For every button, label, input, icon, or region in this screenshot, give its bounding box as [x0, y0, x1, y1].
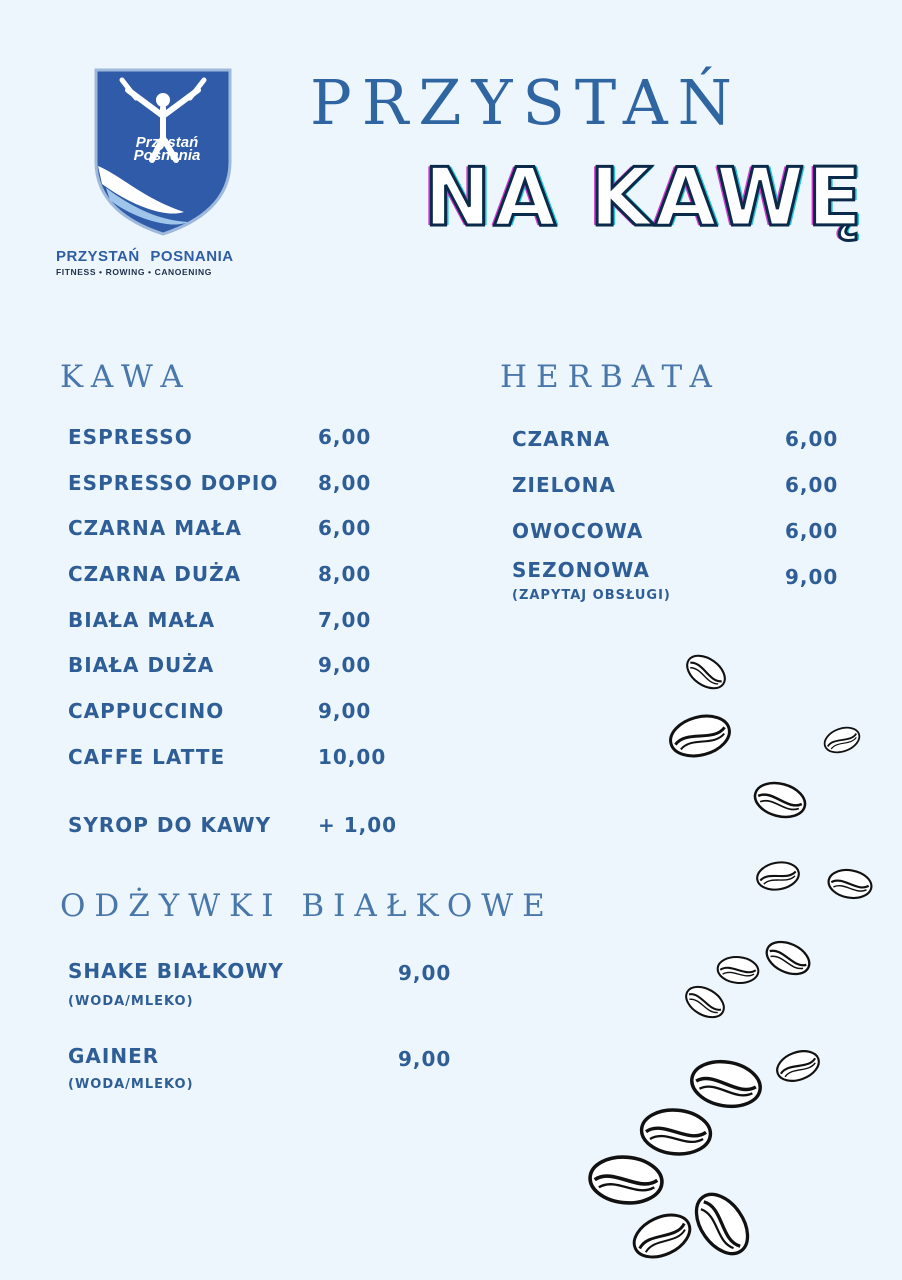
coffee-bean-icon [640, 1107, 713, 1157]
odzywki-item-price: 9,00 [398, 1047, 452, 1071]
coffee-bean-icon [755, 859, 801, 892]
odzywki-item-note: (WODA/MLEKO) [68, 1077, 194, 1092]
coffee-bean-icon [627, 1207, 696, 1266]
kawa-item-price: 9,00 [318, 653, 372, 677]
kawa-item-name: CAFFE LATTE [68, 745, 226, 769]
kawa-item-price: 6,00 [318, 516, 372, 540]
coffee-bean-icon [666, 710, 734, 762]
coffee-bean-icon [681, 981, 729, 1024]
coffee-bean-icon [821, 723, 863, 757]
herbata-item-price: 9,00 [785, 565, 839, 589]
herbata-item-name: CZARNA [512, 427, 611, 451]
kawa-item-name: ESPRESSO [68, 425, 193, 449]
brand-tagline: FITNESS • ROWING • CANOENING [56, 267, 212, 277]
herbata-item-price: 6,00 [785, 427, 839, 451]
coffee-bean-icon [717, 955, 760, 984]
kawa-item-price: 8,00 [318, 471, 372, 495]
coffee-bean-icon [681, 649, 731, 695]
herbata-item-note: (ZAPYTAJ OBSŁUGI) [512, 588, 671, 603]
title-top: PRZYSTAŃ [310, 66, 742, 139]
kawa-item-price: 9,00 [318, 699, 372, 723]
herbata-item-name: SEZONOWA [512, 558, 650, 582]
kawa-heading: KAWA [60, 359, 192, 395]
coffee-bean-icon [688, 1056, 764, 1111]
odzywki-item-note: (WODA/MLEKO) [68, 994, 194, 1009]
coffee-bean-icon [762, 936, 815, 981]
kawa-item-price: 7,00 [318, 608, 372, 632]
kawa-item-price: 10,00 [318, 745, 387, 769]
kawa-item-name: CZARNA MAŁA [68, 516, 242, 540]
kawa-extra-price: + 1,00 [318, 813, 398, 837]
brand-name: PRZYSTAŃ POSNANIA [56, 248, 234, 265]
kawa-item-name: CZARNA DUŻA [68, 562, 242, 586]
title-sub: NA KAWĘ [424, 151, 865, 244]
herbata-item-name: OWOCOWA [512, 519, 644, 543]
coffee-beans-decoration-icon [570, 640, 890, 1270]
coffee-bean-icon [773, 1046, 823, 1086]
kawa-item-name: ESPRESSO DOPIO [68, 471, 279, 495]
kawa-item-name: CAPPUCCINO [68, 699, 225, 723]
kawa-item-price: 6,00 [318, 425, 372, 449]
odzywki-item-name: GAINER [68, 1044, 160, 1068]
coffee-bean-icon [686, 1185, 758, 1263]
club-logo [56, 66, 272, 282]
herbata-item-price: 6,00 [785, 519, 839, 543]
coffee-bean-icon [588, 1154, 664, 1206]
herbata-heading: HERBATA [500, 359, 721, 395]
kawa-item-name: BIAŁA DUŻA [68, 653, 215, 677]
odzywki-item-name: SHAKE BIAŁKOWY [68, 959, 284, 983]
shield-line1: Przystań [135, 134, 199, 151]
coffee-bean-icon [826, 867, 873, 901]
kawa-item-name: BIAŁA MAŁA [68, 608, 216, 632]
coffee-bean-icon [751, 778, 809, 822]
odzywki-item-price: 9,00 [398, 961, 452, 985]
herbata-item-name: ZIELONA [512, 473, 616, 497]
kawa-extra-name: SYROP DO KAWY [68, 813, 272, 837]
herbata-item-price: 6,00 [785, 473, 839, 497]
kawa-item-price: 8,00 [318, 562, 372, 586]
shield-line2: Posnania [133, 147, 201, 164]
shield-wordmark [112, 136, 222, 162]
odzywki-heading: ODŻYWKI BIAŁKOWE [60, 888, 554, 924]
